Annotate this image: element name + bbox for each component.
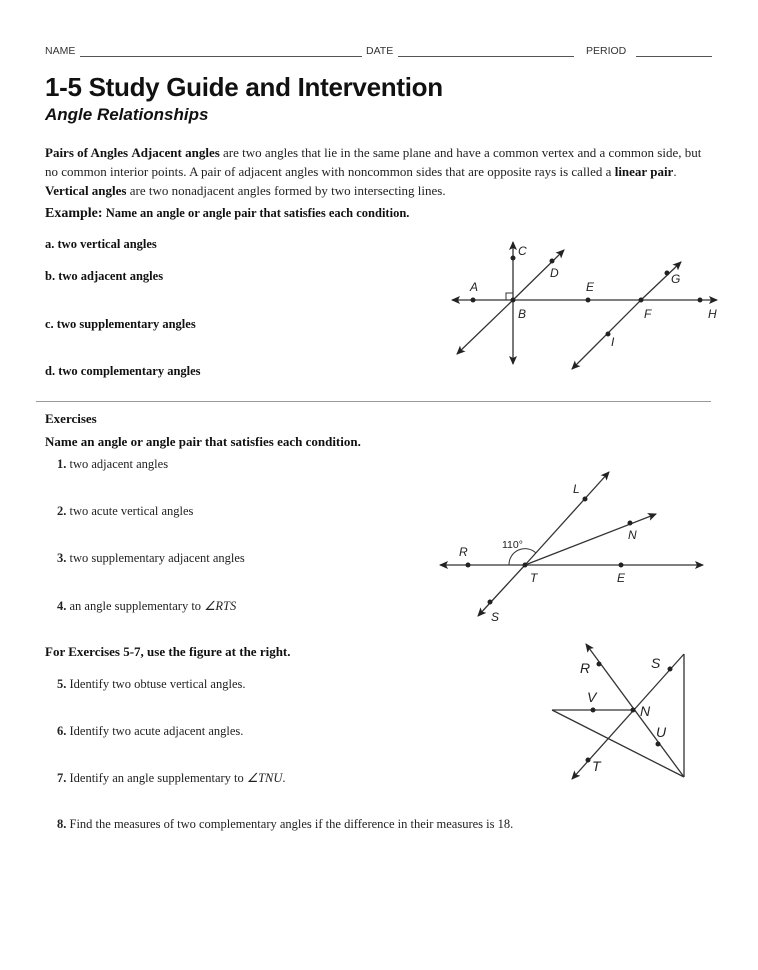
date-label: DATE [366,45,394,57]
label-V: V [587,689,597,705]
term-linear-pair: linear pair [614,164,674,179]
label-H: H [708,307,717,321]
example-item-b: b. two adjacent angles [45,269,164,283]
label-E: E [586,280,595,294]
label-G: G [671,272,681,286]
name-label: NAME [45,45,76,57]
angle-tnu: ∠TNU [246,771,283,785]
exercise-tail: . [282,771,286,785]
label-C: C [518,244,527,258]
exercise-number: 4. [57,599,67,613]
label-S: S [491,610,500,624]
example-item-c: c. two supplementary angles [45,317,196,331]
label-E: E [617,571,626,585]
label-R: R [580,660,591,676]
exercise-number: 6. [57,724,67,738]
label-F: F [644,307,652,321]
exercises-instruction: Name an angle or angle pair that satisfies each condition. [45,434,361,449]
exercise-text: Identify an angle supplementary to [66,771,247,785]
example-item-d: d. two complementary angles [45,364,201,378]
angle-rts: ∠RTS [204,599,237,613]
exercise-text: two acute vertical angles [66,504,194,518]
label-N: N [640,703,651,719]
label-D: D [550,266,559,280]
page-subtitle: Angle Relationships [45,105,209,124]
exercises-heading: Exercises [45,411,97,426]
page-title: 1-5 Study Guide and Intervention [45,72,443,102]
exercise-number: 5. [57,677,67,691]
intro-text-1: are two angles that lie in the same plane and have a common vertex and a common side, but no common interior points. A pair of adjacent angles with noncommon sides that are opposite rays is called a [45,145,702,179]
label-S: S [651,655,661,671]
term-adjacent-angles: Adjacent angles [131,145,220,160]
exercise-text: an angle supplementary to [66,599,205,613]
label-L: L [573,482,580,496]
label-A: A [470,280,479,294]
term-vertical-angles: Vertical angles [45,183,127,198]
label-I: I [611,335,615,349]
exercise-number: 1. [57,457,67,471]
label-T: T [592,758,601,774]
exercise-8 [57,817,513,832]
label-R: R [459,545,468,559]
intro-text-2: . [673,164,677,179]
example-item-a: a. two vertical angles [45,237,157,251]
label-T: T [530,571,538,585]
label-B: B [518,307,527,321]
exercise-text: Identify two obtuse vertical angles. [66,677,246,691]
exercise-number: 8. [57,817,67,831]
label-N: N [628,528,637,542]
period-label: PERIOD [586,45,627,57]
angle-measure-110: 110° [502,539,523,551]
example-label: Example: [45,206,103,221]
exercise-text: Find the measures of two complementary angles if the difference in their measures is 18. [66,817,514,831]
exercise-number: 2. [57,504,67,518]
label-U: U [656,724,667,740]
intro-text-3: are two nonadjacent angles formed by two intersecting lines. [126,183,446,198]
exercise-text: two supplementary adjacent angles [66,551,245,565]
exercise-number: 3. [57,551,67,565]
exercise-text: two adjacent angles [66,457,169,471]
exercise-number: 7. [57,771,67,785]
example-instruction: Name an angle or angle pair that satisfies each condition. [102,206,410,220]
group-heading: For Exercises 5-7, use the figure at the right. [45,644,291,659]
exercise-text: Identify two acute adjacent angles. [66,724,244,738]
intro-lead: Pairs of Angles [45,145,129,160]
